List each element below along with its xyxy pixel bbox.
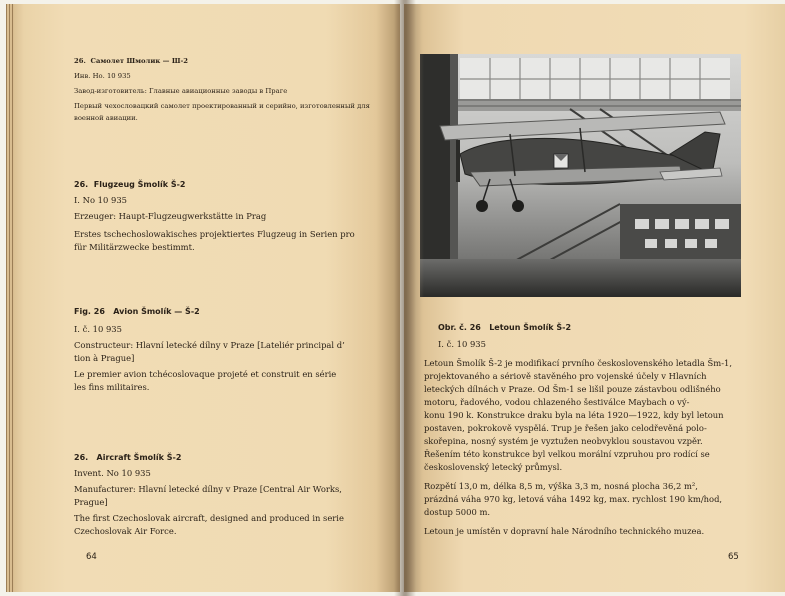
de-title: 26. Flugzeug Šmolík Š-2	[74, 180, 186, 189]
page-number-right: 65	[728, 552, 739, 562]
aircraft-photo	[420, 54, 741, 297]
fr-maker-line1: Constructeur: Hlavní letecké dílny v Praze [Lateliér principal d’	[74, 340, 345, 350]
de-maker: Erzeuger: Haupt-Flugzeugwerkstätte in Prag	[74, 211, 267, 221]
cz-para1-line8: Řešením této konstrukce byl velkou morální vzpruhou pro rodící se	[424, 449, 710, 459]
en-desc-line2: Czechoslovak Air Force.	[74, 526, 177, 536]
left-page	[6, 4, 400, 592]
ru-title: 26. Самолет Шмолик — Ш-2	[74, 57, 189, 65]
cz-para1-line7: skořepina, nosný systém je vyztužen neobvyklou soustavou vzpěr.	[424, 436, 703, 446]
cz-title: Obr. č. 26 Letoun Šmolík Š-2	[438, 323, 572, 332]
fr-desc-line1: Le premier avion tchécoslovaque projeté et construit en série	[74, 369, 337, 379]
de-inv: I. No 10 935	[74, 195, 127, 205]
hangar-photo-illustration	[420, 54, 741, 297]
page-number-left: 64	[86, 552, 97, 562]
cz-para1-line9: československý letecký průmysl.	[424, 462, 563, 472]
cz-para1-line2: projektovaného a sériově stavěného pro vojenské účely v Hlavních	[424, 371, 707, 381]
en-maker-line1: Manufacturer: Hlavní letecké dílny v Praze [Central Air Works,	[74, 484, 342, 494]
cz-para1-line4: motoru, řadového, vodou chlazeného šestiválce Maybach o vý-	[424, 397, 690, 407]
book-spread	[6, 0, 782, 596]
cz-para1-line1: Letoun Šmolík Š-2 je modifikací prvního československého letadla Šm-1,	[424, 358, 733, 368]
fr-desc-line2: les fins militaires.	[74, 382, 150, 392]
cz-para1-line6: postaven, pokrokově vyspělá. Trup je řešen jako celodřevěná polo-	[424, 423, 707, 433]
fr-inv: I. č. 10 935	[74, 324, 122, 334]
cz-para3: Letoun je umístěn v dopravní hale Národního technického muzea.	[424, 526, 705, 536]
ru-desc-line1: Первый чехословацкий самолет проектированный и серийно, изготовленный для	[74, 102, 370, 110]
ru-desc-line2: военной авиации.	[74, 114, 138, 122]
ru-maker: Завод-изготовитель: Главные авиационные заводы в Праге	[74, 87, 288, 95]
cz-para1-line5: konu 190 k. Konstrukce draku byla na léta 1920—1922, kdy byl letoun	[424, 410, 724, 420]
en-title: 26. Aircraft Šmolík Š-2	[74, 453, 182, 462]
cz-para2-line2: prázdná váha 970 kg, letová váha 1492 kg, max. rychlost 190 km/hod,	[424, 494, 723, 504]
cz-inv: I. č. 10 935	[438, 339, 486, 349]
cz-para2-line3: dostup 5000 m.	[424, 507, 491, 517]
de-desc-line2: für Militärzwecke bestimmt.	[74, 242, 195, 252]
ru-inv: Инв. Но. 10 935	[74, 72, 131, 80]
en-desc-line1: The first Czechoslovak aircraft, designed and produced in serie	[74, 513, 344, 523]
fr-title: Fig. 26 Avion Šmolík — Š-2	[74, 307, 200, 316]
en-inv: Invent. No 10 935	[74, 468, 151, 478]
cz-para2-line1: Rozpětí 13,0 m, délka 8,5 m, výška 3,3 m, nosná plocha 36,2 m²,	[424, 481, 698, 491]
cz-para1-line3: leteckých dílnách v Praze. Od Šm-1 se lišil pouze zástavbou odlišného	[424, 384, 721, 394]
book-gutter	[394, 0, 416, 596]
en-maker-line2: Prague]	[74, 497, 108, 507]
fr-maker-line2: tion à Prague]	[74, 353, 135, 363]
page-edges	[6, 4, 14, 592]
right-page	[404, 4, 785, 592]
de-desc-line1: Erstes tschechoslowakisches projektiertes Flugzeug in Serien pro	[74, 229, 355, 239]
